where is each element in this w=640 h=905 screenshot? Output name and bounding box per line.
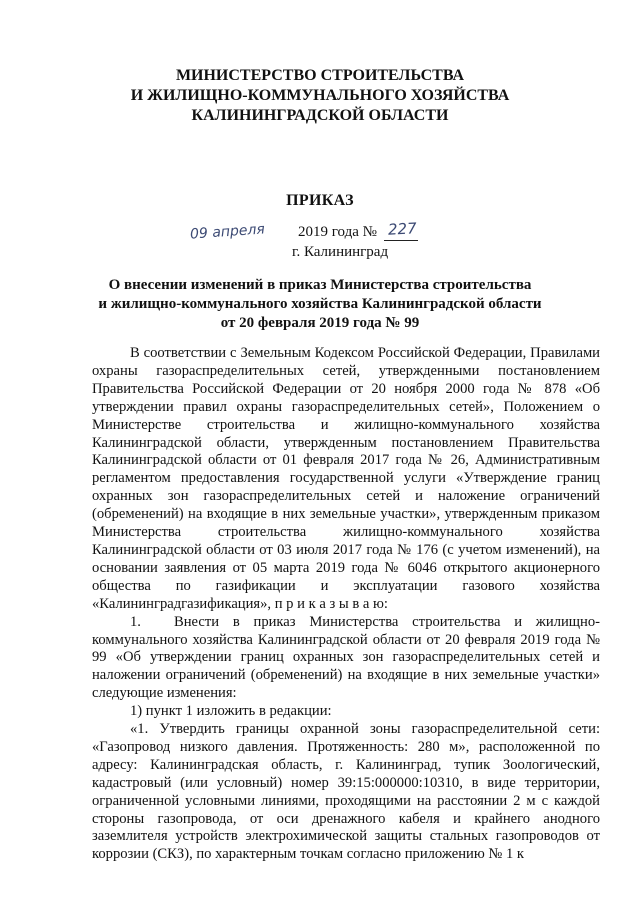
document-body: [92, 345, 600, 864]
subject-line-1: О внесении изменений в приказ Министерства строительства: [108, 277, 532, 293]
subject-line-3: от 20 февраля 2019 года № 99: [220, 315, 420, 331]
point-1-text: Внести в приказ Министерства строительства и жилищно-коммунального хозяйства Калининградской области от 20 февраля 2019 года № 99 «Об утверждении границ охранных зон газораспределительных сетей и наложении ограничений (обременений) на входящие в них земельные участки» следующие изменения:: [92, 613, 600, 702]
number-underline: [384, 240, 418, 241]
ministry-line-3: КАЛИНИНГРАДСКОЙ ОБЛАСТИ: [191, 107, 449, 124]
document-type-title: ПРИКАЗ: [286, 192, 354, 209]
handwritten-number: 227: [387, 219, 418, 239]
subject-line-2: и жилищно-коммунального хозяйства Калининградской области: [98, 296, 542, 312]
quoted-paragraph: «1. Утвердить границы охранной зоны газораспределительной сети: «Газопровод низкого давления. Протяженность: 280 м», расположенной по адресу: Калининградская область, г. Калининград, тупик Зоологический, кадастровый (или условный) номер 39:15:000000:10310, в виде территории, ограниченной условными линиями, проходящими на расстоянии 2 м с каждой стороны газопровода, от оси дренажного кабеля и крайнего анодного заземлителя устройств электрохимической защиты стальных газопроводов от коррозии (СКЗ), по характерным точкам согласно приложению № 1 к: [92, 721, 600, 863]
subpoint-paragraph: 1) пункт 1 изложить в редакции:: [130, 703, 332, 720]
city-name: г. Калининград: [292, 244, 389, 260]
point-1-paragraph: [92, 614, 600, 704]
point-1-number: 1.: [130, 613, 141, 630]
ministry-line-2: И ЖИЛИЩНО-КОММУНАЛЬНОГО ХОЗЯЙСТВА: [130, 87, 510, 104]
preamble-paragraph: В соответствии с Земельным Кодексом Российской Федерации, Правилами охраны газораспределительных сетей, утвержденными постановлением Правительства Российской Федерации от 20 ноября 2000 года № 878 «Об утверждении правил охраны газораспределительных сетей», Положением о Министерстве строительства и жилищно-коммунального хозяйства Калининградской области, утвержденным постановлением Правительства Калининградской области от 01 февраля 2017 года № 26, Административным регламентом предоставления государственной услуги «Утверждение границ охранных зон газораспределительных сетей и наложение ограничений (обременений) на входящие в них земельные участки», утвержденным приказом Министерства строительства жилищно-коммунального хозяйства Калининградской области от 03 июля 2017 года № 176 (с учетом изменений), на основании заявления от 05 марта 2019 года № 6046 открытого акционерного общества по газификации и эксплуатации газового хозяйства «Калининградгазификация», п р и к а з ы в а ю:: [92, 345, 600, 612]
order-subject: [0, 276, 640, 333]
ministry-line-1: МИНИСТЕРСТВО СТРОИТЕЛЬСТВА: [175, 67, 465, 84]
date-number-block: [0, 218, 640, 258]
ministry-header: [0, 66, 640, 126]
handwritten-date: 09 апреля: [189, 221, 266, 243]
date-text: 2019 года №: [298, 224, 377, 240]
